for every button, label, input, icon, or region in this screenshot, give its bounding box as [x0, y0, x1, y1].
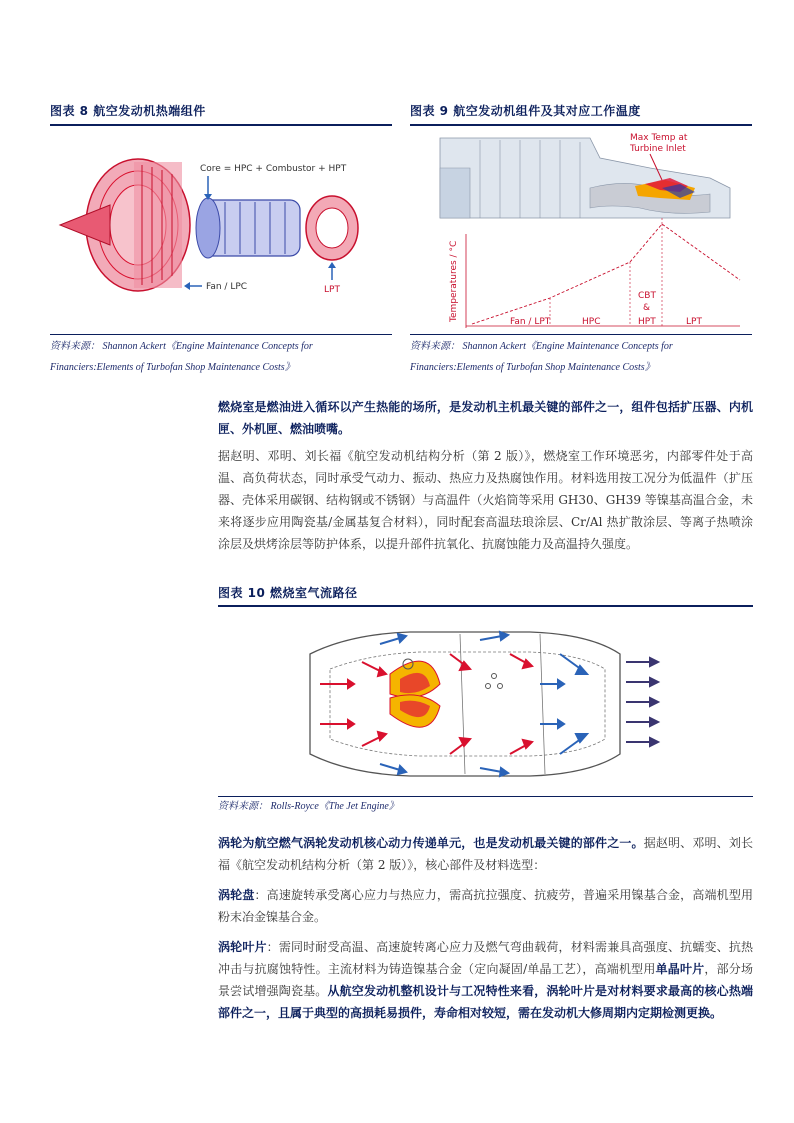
turbine-lead: 涡轮为航空燃气涡轮发动机核心动力传递单元，也是发动机最关键的部件之一。: [218, 836, 644, 850]
turbine-disk-body: ：高速旋转承受离心应力与热应力，需高抗拉强度、抗疲劳，普遍采用镍基合金，高端机型用粉末冶金镍基合金。: [218, 888, 753, 924]
fig9-title: 图表 9 航空发动机组件及其对应工作温度: [410, 104, 641, 118]
fig8-bottom-rule: [50, 334, 392, 335]
fig10-source: 资料来源： Rolls-Royce《The Jet Engine》: [218, 801, 399, 812]
fig8-source-line1: 资料来源： Shannon Ackert《Engine Maintenance Concepts for: [50, 341, 313, 352]
core-module: [196, 198, 300, 258]
max-temp-label-2: Turbine Inlet: [630, 144, 686, 154]
turbine-blade-body-b: ，部分场景尝试增强陶瓷基。: [218, 962, 753, 998]
turbine-intro-body: 据赵明、邓明、刘长福《航空发动机结构分析（第 2 版）》，核心部件及材料选型：: [218, 836, 753, 872]
fig9-source-line2: Financiers:Elements of Turbofan Shop Maintenance Costs》: [410, 362, 655, 373]
exit-arrows: [626, 658, 658, 746]
fig10-title: 图表 10 燃烧室气流路径: [218, 586, 358, 600]
fig9-ylabel: Temperatures / °C: [449, 240, 459, 322]
zone-and: &: [643, 303, 651, 313]
turbine-blade-body-a: ：需同时耐受高温、高速旋转离心应力及燃气弯曲载荷，材料需兼具高强度、抗蠕变、抗热冲击与抗腐蚀特性。主流材料为铸造镍基合金（定向凝固/单晶工艺），高端机型用: [218, 940, 753, 976]
fig8-source: [50, 336, 392, 378]
combustor-body: 据赵明、邓明、刘长福《航空发动机结构分析（第 2 版）》，燃烧室工作环境恶劣，内部零件处于高温、高负荷状态，同时承受气动力、振动、热应力及热腐蚀作用。材料选用按工况分为低温件（扩压器、壳体采用碳钢、结构钢或不锈钢）与高温件（火焰筒等采用 GH30、GH39 等镍基高温合金，未来将逐步应用陶瓷基/金属基复合材料），同时配套高温珐琅涂层、Cr/Al 热扩散涂层、等离子热喷涂涂层及烘烤涂层等防护体系，以提升部件抗氧化、抗腐蚀能力及高温持久强度。: [218, 449, 753, 551]
lpt-module: [306, 196, 358, 260]
fig9-source: [410, 336, 752, 378]
fan-lpc-label: Fan / LPC: [206, 282, 248, 292]
zone-cbt: CBT: [638, 291, 656, 301]
turbine-disk-term: 涡轮盘: [218, 888, 255, 902]
fig10-combustor-airflow: [290, 614, 680, 794]
lpt-label: LPT: [324, 285, 340, 295]
combustor-paragraph: [218, 396, 753, 555]
fig9-bottom-rule: [410, 334, 752, 335]
turbine-blade-paragraph: [218, 936, 753, 1024]
combustor-lead: 燃烧室是燃油进入循环以产生热能的场所，是发动机主机最关键的部件之一，组件包括扩压器、内机匣、外机匣、燃油喷嘴。: [218, 400, 753, 436]
fig9-source-line1: 资料来源： Shannon Ackert《Engine Maintenance Concepts for: [410, 341, 673, 352]
fig10-top-rule: [218, 605, 753, 607]
max-temp-label-1: Max Temp at: [630, 133, 688, 143]
temperature-profile: [466, 218, 740, 328]
fig9-temperature-illustration: [410, 128, 752, 332]
turbine-blade-term: 涡轮叶片: [218, 940, 267, 954]
turbine-disk-paragraph: [218, 884, 753, 928]
zone-lpt: LPT: [686, 317, 702, 327]
fig8-engine-illustration: [50, 140, 392, 330]
core-label: Core = HPC + Combustor + HPT: [200, 164, 347, 174]
single-crystal-term: 单晶叶片: [655, 962, 705, 976]
zone-hpt: HPT: [638, 317, 656, 327]
fig8-source-line2: Financiers:Elements of Turbofan Shop Maintenance Costs》: [50, 362, 295, 373]
zone-hpc: HPC: [582, 317, 601, 327]
fig8-title: 图表 8 航空发动机热端组件: [50, 104, 206, 118]
zone-fan-lpt: Fan / LPT: [510, 317, 551, 327]
turbine-blade-conclusion: 从航空发动机整机设计与工况特性来看，涡轮叶片是对材料要求最高的核心热端部件之一，且属于典型的高损耗易损件，寿命相对较短，需在发动机大修周期内定期检测更换。: [218, 984, 753, 1020]
fig9-top-rule: [410, 124, 752, 126]
fan-lpc-module: [60, 159, 190, 291]
turbine-intro-paragraph: [218, 832, 753, 876]
engine-cross-section: [440, 138, 730, 218]
fig8-top-rule: [50, 124, 392, 126]
